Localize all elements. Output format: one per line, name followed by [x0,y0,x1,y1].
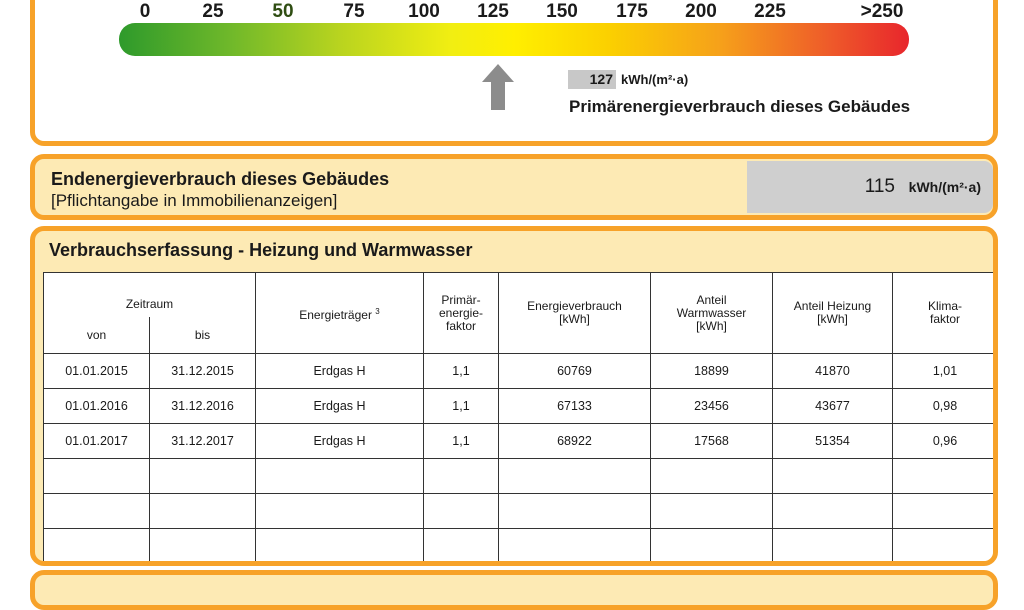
scale-tick: >250 [860,1,904,22]
header-line: [kWh] [817,312,848,326]
cell-hot-water: 17568 [651,424,773,459]
final-energy-value: 115 [864,176,895,197]
primary-energy-value: 127 [568,70,616,89]
scale-tick: 175 [616,1,648,22]
cell-consumption: 60769 [499,354,651,389]
header-line: Energieverbrauch [527,299,622,313]
scale-tick: 100 [408,1,440,22]
header-carrier-label: Energieträger [299,307,372,322]
header-period: Zeitraum [44,273,256,318]
cell-carrier: Erdgas H [256,389,424,424]
cell-hot-water: 23456 [651,389,773,424]
scale-tick: 200 [685,1,717,22]
cell-carrier: Erdgas H [256,424,424,459]
cell-primary-factor: 1,1 [424,424,499,459]
cell-carrier: Erdgas H [256,354,424,389]
header-line: Anteil Heizung [793,299,872,313]
empty-table-row [44,459,998,494]
header-line: Primär- [441,292,481,307]
cell-from: 01.01.2015 [44,354,150,389]
consumption-table [43,272,998,564]
cell-climate-factor: 0,96 [893,424,998,459]
primary-energy-caption: Primärenergieverbrauch dieses Gebäudes [569,97,911,116]
header-line: faktor [445,318,476,333]
table-row [44,389,998,424]
table-row [44,424,998,459]
scale-tick: 25 [202,1,224,22]
primary-energy-unit: kWh/(m²·a) [621,72,689,87]
consumption-panel [30,226,998,566]
final-energy-panel [30,154,998,220]
header-line: [kWh] [559,312,590,326]
header-line: energie- [438,305,484,320]
empty-table-row [44,529,998,564]
header-heating [773,273,893,354]
header-climate-factor [893,273,998,354]
header-line: [kWh] [696,318,727,333]
scale-tick: 125 [477,1,509,22]
energy-color-scale-bar [119,23,909,56]
table-row [44,354,998,389]
scale-tick: 0 [139,1,151,22]
final-energy-unit: kWh/(m²·a) [908,179,981,195]
header-line: faktor [929,312,960,326]
cell-from: 01.01.2016 [44,389,150,424]
final-energy-subtitle: [Pflichtangabe in Immobilienanzeigen] [51,191,338,210]
header-from: von [44,317,150,354]
cell-to: 31.12.2017 [150,424,256,459]
header-line: Klima- [927,299,962,313]
cell-hot-water: 18899 [651,354,773,389]
header-carrier [256,273,424,354]
header-primary-factor [424,273,499,354]
cell-consumption: 68922 [499,424,651,459]
final-energy-value-box [747,161,993,213]
final-energy-title: Endenergieverbrauch dieses Gebäudes [51,169,390,189]
scale-tick: 50 [272,1,294,22]
consumption-title: Verbrauchserfassung - Heizung und Warmwasser [49,240,473,260]
scale-tick: 75 [343,1,365,22]
next-panel [30,570,998,610]
cell-heating: 51354 [773,424,893,459]
header-to: bis [150,317,256,354]
cell-heating: 43677 [773,389,893,424]
header-carrier-note: 3 [375,306,380,316]
arrow-up-icon [480,62,516,112]
cell-to: 31.12.2016 [150,389,256,424]
scale-tick: 150 [546,1,578,22]
cell-primary-factor: 1,1 [424,389,499,424]
empty-table-row [44,494,998,529]
cell-to: 31.12.2015 [150,354,256,389]
cell-primary-factor: 1,1 [424,354,499,389]
cell-consumption: 67133 [499,389,651,424]
header-consumption [499,273,651,354]
cell-climate-factor: 0,98 [893,389,998,424]
cell-from: 01.01.2017 [44,424,150,459]
header-hot-water [651,273,773,354]
cell-heating: 41870 [773,354,893,389]
header-line: Anteil [696,292,727,307]
header-line: Warmwasser [676,305,747,320]
scale-tick: 225 [754,1,786,22]
cell-climate-factor: 1,01 [893,354,998,389]
